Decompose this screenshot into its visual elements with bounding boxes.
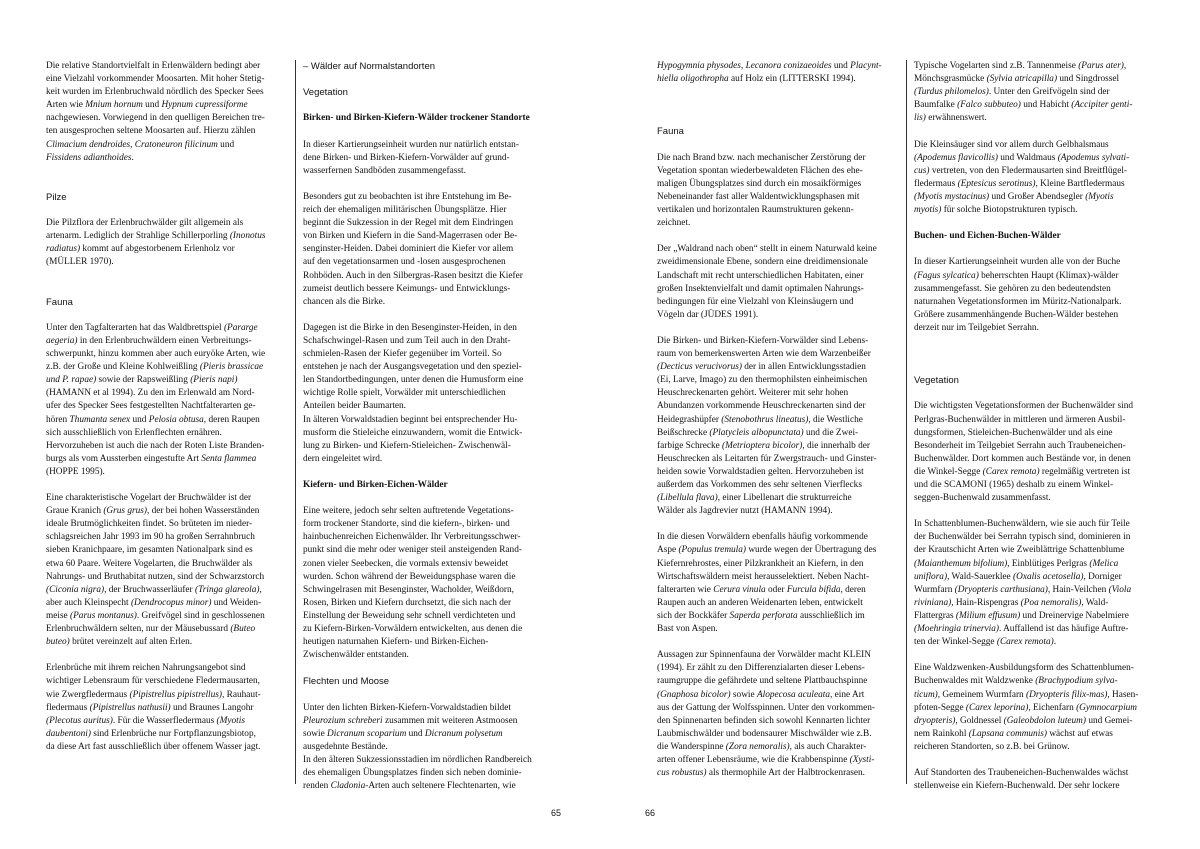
paragraph-birke-vorteil: Dagegen ist die Birke in den Besenginster-Heiden, in den Schafschwingel-Rasen und zum Teil auch in den Draht- schmielen-Rasen der Kiefer gegenüber im Vorteil. So entstehen je nach der Ausgangsvegetation und den speziel- len Standortbedingungen, unter denen die Humusform eine wichtige Rolle spielt, Vorwälder mit unterschiedlichen Anteilen beider Baumarten. In älteren Vorwaldstadien beginnt bei entsprechender Hu- musform die Stieleiche einzuwandern, womit die Entwick- lung zu Birken- und Kiefern-Stieleichen- Zwischenwäl- dern eingeleitet wird. [303,322,524,464]
subheading-kiefern-birken-eichen: Kiefern- und Birken-Eichen-Wälder [303,480,448,490]
column-divider-right [906,60,907,784]
paragraph-spinnen: Aussagen zur Spinnenfauna der Vorwälder macht KLEIN (1994). Er zählt zu den Differenzialarten dieser Lebens- raumgruppe die gefährdete und seltene Plattbauchspinne (Gnaphosa bicolor) sowie Alopecosa aculeata, eine Art aus der Gattung der Wolfsspinnen. Unter den vorkommen- den Spinnenarten befinden sich sowohl Kennarten lichter Laubmischwälder und bodensaurer Mischwälder wie z.B. die Wanderspinne (Zora nemoralis), als auch Charakter- arten offener Lebensräume, wie die Krabbenspinne (Xysti- cus robustus) als thermophile Art der Halbtrockenrasen. [657,650,876,779]
paragraph-kleinsaeuger: Die Kleinsäuger sind vor allem durch Gelbhalsmaus (Apodemus flavicollis) und Waldmaus (Apodemus sylvati- cus) vertreten, von den Fledermausarten sind Breitflügel- fledermaus (Eptesicus serotinus), Kleine Bartfledermaus (Myotis mystacinus) und Großer Abendsegler (Myotis myotis) für solche Biotopstrukturen typisch. [914,139,1130,216]
paragraph-flechten: Unter den lichten Birken-Kiefern-Vorwaldstadien bildet Pleurozium schreberi zusammen mit weiteren Astmoosen sowie Dicranum scoparium und Dicranum polysetum ausgedehnte Bestände. In den älteren Sukzessionsstadien im nördlichen Randbereich des ehemaligen Übungsplatzes finden sich neben dominie- renden Cladonia-Arten auch seltenere Flechtenarten, wie [303,702,532,792]
column-2 [303,60,543,793]
paragraph-heuschrecken: Die Birken- und Birken-Kiefern-Vorwälder sind Lebens- raum von bemerkenswerten Arten wie dem Warzenbeißer (Decticus verucivorus) der in allen Entwicklungsstadien (Ei, Larve, Imago) zu den thermophilsten einheimischen Heuschreckenarten gehört. Weiterer mit sehr hohen Abundanzen vorkommende Heuschreckenarten sind der Heidegrashüpfer (Stenobothrus lineatus), die Westliche Beißschrecke (Platycleis albopunctata) und die Zwei- farbige Schrecke (Metrioptera bicolor), die innerhalb der Heuschrecken als Leitarten für Zwergstrauch- und Ginster- heiden sowie Vorwaldstadien gelten. Hervorzuheben ist außerdem das Vorkommen des sehr seltenen Vierflecks (Libellula flava), einer Libellenart die strukturreiche Wälder als Jagdrevier nutzt (HAMANN 1994). [657,335,877,517]
paragraph-waldzwenken: Eine Waldzwenken-Ausbildungsform des Schattenblumen- Buchenwaldes mit Waldzwenke (Brachypodium sylva- ticum), Gemeinem Wurmfarn (Dryopteris filix-mas), Hasen- pfoten-Segge (Carex leporina), Eichenfarn (Gymnocarpium dryopteris), Goldnessel (Galeobdolon luteum) und Gemei- nem Rainkohl (Lapsana communis) wächst auf etwas reicheren Standorten, so z.B. bei Grünow. [914,663,1139,752]
subheading-birken-kiefern: Birken- und Birken-Kiefern-Wälder trockener Standorte [303,113,530,124]
paragraph-pilze: Die Pilzflora der Erlenbruchwälder gilt allgemein als artenarm. Lediglich der Strahlige Schillerporling (Inonotus radiatus) kommt auf abgestorbenem Erlenholz vor (MÜLLER 1970). [46,218,266,268]
column-divider-left [295,60,296,784]
column-3 [657,60,897,780]
heading-waelder-normalstandorte: – Wälder auf Normalstandorten [303,61,436,72]
paragraph-fauna-fledermaus: Erlenbrüche mit ihrem reichen Nahrungsangebot sind wichtiger Lebensraum für verschiedene Fledermausarten, wie Zwergfledermaus (Pipistrellus pipistrellus), Rauhaut- fledermaus (Pipistrellus nathusii) und Braunes Langohr (Plecotus auritus). Für die Wasserfledermaus (Myotis daubentoni) sind Erlenbrüche nur Fortpflanzungsbiotop, da diese Art fast ausschließlich über offenem Wasser jagt. [46,663,261,752]
paragraph-fauna-tagfalter: Unter den Tagfalterarten hat das Waldbrettspiel (Pararge aegeria) in den Erlenbruchwäldern einen Verbreitungs- schwerpunkt, hinzu kommen aber auch euryöke Arten, wie z.B. der Große und Kleine Kohlweißling (Pieris brassicae und P. rapae) sowie der Rapsweißling (Pieris napi) (HAMANN et al 1994). Zu den im Erlenwald am Nord- ufer des Specker Sees festgestellten Nachtfalterarten ge- hören Thumanta senex und Pelosia obtusa, deren Raupen sich ausschließlich von Erlenflechten ernähren. Hervorzuheben ist auch die nach der Roten Liste Branden- burgs als vom Aussterben eingestufte Art Senta flammea (HOPPE 1995). [46,322,266,477]
page-number-right: 66 [645,808,656,818]
paragraph-buchenwaelder: Die wichtigsten Vegetationsformen der Buchenwälder sind Perlgras-Buchenwälder in mittleren und ärmeren Ausbil- dungsformen, Stieleichen-Buchenwälder und als eine Besonderheit im Teilgebiet Serrahn auch Traubeneichen- Buchenwälder. Dort kommen auch Bestände vor, in denen die Winkel-Segge (Carex remota) regelmäßig vertreten ist und die SCAMONI (1965) deshalb zu einem Winkel- seggen-Buchenwald zusammenfasst. [914,401,1134,504]
heading-flechten-moose: Flechten und Moose [303,676,390,688]
paragraph-fauna-vogel: Eine charakteristische Vogelart der Bruchwälder ist der Graue Kranich (Grus grus), der bei hohen Wasserständen ideale Brutmöglichkeiten findet. So brüteten im nieder- schlagsreichen Jahr 1993 im 90 ha großen Serrahnbruch sieben Kranichpaare, im gesamten Nationalpark sind es etwa 60 Paare. Weitere Vogelarten, die Bruchwälder als Nahrungs- und Bruthabitat nutzen, sind der Schwarzstorch (Ciconia nigra), der Bruchwasserläufer (Tringa glareola), aber auch Kleinspecht (Dendrocopus minor) und Weiden- meise (Parus montanus). Greifvögel sind in geschlossenen Erlenbruchwäldern selten, nur der Mäusebussard (Buteo buteo) brütet vereinzelt auf alten Erlen. [46,493,265,648]
paragraph-entstehung: Besonders gut zu beobachten ist ihre Entstehung im Be- reich der ehemaligen militärischen Übungsplätze. Hier beginnt die Sukzession in der Regel mit dem Eindringen von Birken und Kiefern in die Sand-Magerrasen oder Be- senginster-Heiden. Dabei dominiert die Kiefer vor allem auf den vegetationsarmen und -losen ausgesprochenen Rohböden. Auch in den Silbergras-Rasen besitzt die Kiefer zumeist deutlich bessere Keimungs- und Entwicklungs- chancen als die Birke. [303,191,523,307]
paragraph-waldrand: Der „Waldrand nach oben“ stellt in einem Naturwald keine zweidimensionale Ebene, sondern eine dreidimensionale Landschaft mit recht unterschiedlichen Habitaten, einer großen Insektenvielfalt und damit optimalen Nahrungs- bedingungen für eine Vielzahl von Kleinsäugern und Vögeln dar (JÜDES 1991). [657,244,877,320]
subheading-buchen-eichen: Buchen- und Eichen-Buchen-Wälder [914,231,1061,242]
heading-vegetation-right: Vegetation [914,375,959,387]
heading-fauna-right: Fauna [657,126,684,138]
paragraph-buche: In dieser Kartierungseinheit wurden alle von der Buche (Fagus sylcatica) beherrschten Haupt (Klimax)-wälder zusammengefasst. Sie gehören zu den bedeutendsten naturnahen Vegetationsformen im Müritz-Nationalpark. Größere zusammenhängende Buchen-Wälder bestehen derzeit nur im Teilgebiet Serrahn. [914,257,1122,333]
column-4 [914,60,1154,793]
heading-pilze: Pilze [46,191,67,203]
paragraph-traubeneichen: Auf Standorten des Traubeneichen-Buchenwaldes wächst stellenweise ein Kiefern-Buchenwald. Der sehr lockere [914,768,1129,792]
paragraph-flechten-continued: Hypogymnia physodes, Lecanora conizaeoides und Placynt- hiella oligothropha auf Holz ein (LITTERSKI 1994). [657,61,882,85]
heading-vegetation: Vegetation [303,87,348,99]
page-number-left: 65 [551,808,562,818]
paragraph-brand: Die nach Brand bzw. nach mechanischer Zerstörung der Vegetation spontan wiederbewaldeten Flächen des ehe- maligen Übungsplatzes sind durch ein mosaikförmiges Nebeneinander fast aller Waldentwicklungsphasen mit vertikalen und horizontalen Raumstrukturen gekenn- zeichnet. [657,152,866,229]
heading-fauna: Fauna [46,296,73,308]
paragraph-eichenwaelder: Eine weitere, jedoch sehr selten auftretende Vegetations- form trockener Standorte, sind die kiefern-, birken- und hainbuchenreichen Eichenwälder. Ihr Verbreitungsschwer- punkt sind die mehr oder weniger steil ansteigenden Rand- zonen vieler Seebecken, die vormals extensiv beweidet wurden. Schon während der Beweidungsphase waren die Schwingelrasen mit Besenginster, Wacholder, Weißdorn, Rosen, Birken und Kiefern durchsetzt, die sich nach der Einstellung der Beweidung sehr schnell verdichteten und zu Kiefern-Birken-Vorwäldern entwickelten, aus denen die heutigen naturnahen Kiefern- und Birken-Eichen- Zwischenwälder entstanden. [303,506,523,661]
paragraph-aspe: In die diesen Vorwäldern ebenfalls häufig vorkommende Aspe (Populus tremula) wurde wegen der Übertragung des Kiefernrehrostes, einer Pilzkrankheit an Kiefern, in den Wirtschaftswäldern meist herausselektiert. Neben Nacht- falterarten wie Cerura vinula oder Furcula bifida, deren Raupen auch an anderen Weidenarten leben, entwickelt sich der Bockkäfer Saperda perforata ausschließlich im Bast von Aspen. [657,532,877,635]
paragraph-kartierung: In dieser Kartierungseinheit wurden nur natürlich entstan- dene Birken- und Birken-Kiefern-Vorwälder auf grund- wasserfernen Sandböden zusammengefasst. [303,139,519,176]
column-1 [46,60,284,754]
paragraph-schattenblumen: In Schattenblumen-Buchenwäldern, wie sie auch für Teile der Buchenwälder bei Serrahn typisch sind, dominieren in der Krautschicht Arten wie Zweiblättrige Schattenblume (Maianthemum bifolium), Einblütiges Perlgras (Melica uniflora), Wald-Sauerklee (Oxalis acetosella), Dorniger Wurmfarn (Dryopteris carthusiana), Hain-Veilchen (Viola riviniana), Hain-Rispengras (Poa nemoralis), Wald- Flattergras (Milium effusum) und Dreinervige Nabelmiere (Moehringia trinervia). Auffallend ist das häufige Auftre- ten der Winkel-Segge (Carex remota). [914,519,1132,648]
paragraph-moose-intro: Die relative Standortvielfalt in Erlenwäldern bedingt aber eine Vielzahl vorkommender Moosarten. Mit hoher Stetig- keit wurden im Erlenbruchwald nördlich des Specker Sees Arten wie Mnium hornum und Hypnum cupressiforme nachgewiesen. Vorwiegend in den quelligen Bereichen tre- ten ausgesprochen seltene Moosarten auf. Hierzu zählen Climacium dendroides, Cratoneuron filicinum und Fissidens adianthoides. [46,61,265,163]
paragraph-vogelarten: Typische Vogelarten sind z.B. Tannenmeise (Parus ater), Mönchsgrasmücke (Sylvia atricapilla) und Singdrossel (Turdus philomelos). Unter den Greifvögeln sind der Baumfalke (Falco subbuteo) und Habicht (Accipiter genti- lis) erwähnenswert. [914,61,1133,124]
